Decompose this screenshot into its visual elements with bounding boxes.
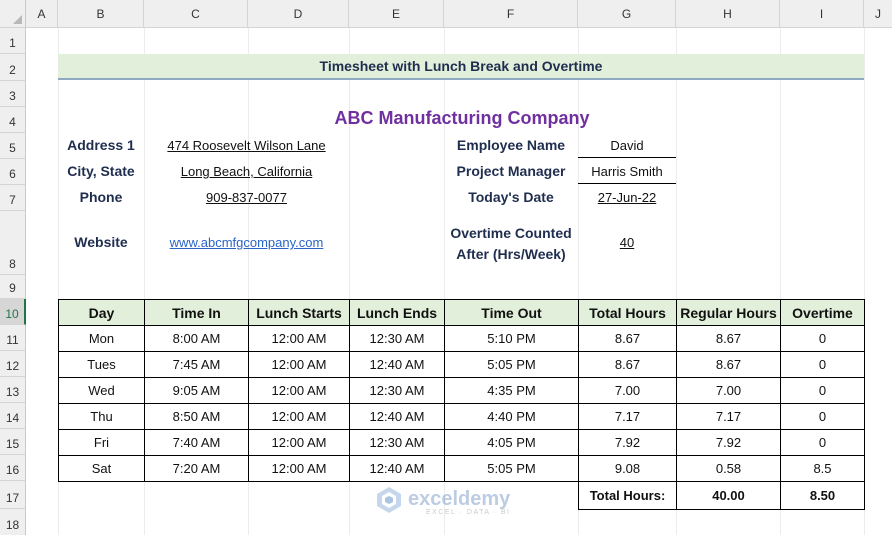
header-time-in[interactable]: Time In: [145, 300, 249, 326]
date-text: 27-Jun-22: [597, 190, 657, 205]
website-label: Website: [74, 234, 128, 250]
column-header-h[interactable]: H: [676, 0, 780, 28]
manager-label: Project Manager: [456, 163, 566, 179]
column-header-b[interactable]: B: [58, 0, 144, 28]
timesheet-table: [58, 299, 865, 510]
city-text: Long Beach, California: [180, 164, 313, 179]
cell-lunch-starts[interactable]: 12:00 AM: [249, 456, 350, 482]
row-header-2[interactable]: 2: [0, 54, 26, 81]
cell-time-in[interactable]: 7:20 AM: [145, 456, 249, 482]
column-header-a[interactable]: A: [26, 0, 58, 28]
row-header-10[interactable]: 10: [0, 299, 26, 325]
row-header-13[interactable]: 13: [0, 377, 26, 403]
phone-value[interactable]: [144, 190, 349, 205]
address-label: Address 1: [67, 137, 135, 153]
cell-lunch-ends[interactable]: 12:40 AM: [350, 352, 445, 378]
column-header-g[interactable]: G: [578, 0, 676, 28]
cell-lunch-ends[interactable]: 12:30 AM: [350, 430, 445, 456]
cell-time-out[interactable]: 5:10 PM: [445, 326, 579, 352]
watermark-name: exceldemy: [408, 488, 511, 510]
cell-day[interactable]: Wed: [59, 378, 145, 404]
cell-lunch-ends[interactable]: 12:40 AM: [350, 456, 445, 482]
table-row: [59, 456, 865, 482]
cell-regular-hours[interactable]: 0.58: [677, 456, 781, 482]
cell-day[interactable]: Fri: [59, 430, 145, 456]
cell-overtime[interactable]: 0: [781, 352, 865, 378]
row-header-18[interactable]: 18: [0, 509, 26, 535]
totals-overtime[interactable]: 8.50: [781, 482, 865, 510]
row-header-4[interactable]: 4: [0, 107, 26, 133]
row-header-12[interactable]: 12: [0, 351, 26, 377]
overtime-label-line-1: Overtime Counted: [450, 225, 572, 241]
address-text: 474 Roosevelt Wilson Lane: [167, 138, 326, 153]
row-header-17[interactable]: 17: [0, 481, 26, 509]
cell-time-out[interactable]: 5:05 PM: [445, 352, 579, 378]
overtime-threshold-text: 40: [619, 235, 635, 250]
header-lunch-starts[interactable]: Lunch Starts: [249, 300, 350, 326]
row-header-15[interactable]: 15: [0, 429, 26, 455]
overtime-label-line-2: After (Hrs/Week): [456, 246, 566, 262]
cell-overtime[interactable]: 0: [781, 378, 865, 404]
cell-time-out[interactable]: 4:05 PM: [445, 430, 579, 456]
row-header-11[interactable]: 11: [0, 325, 26, 351]
cell-total-hours[interactable]: 7.92: [579, 430, 677, 456]
cell-lunch-starts[interactable]: 12:00 AM: [249, 430, 350, 456]
cell-regular-hours[interactable]: 8.67: [677, 352, 781, 378]
header-overtime[interactable]: Overtime: [781, 300, 865, 326]
website-link[interactable]: www.abcmfgcompany.com: [169, 235, 324, 250]
cell-lunch-starts[interactable]: 12:00 AM: [249, 326, 350, 352]
header-time-out[interactable]: Time Out: [445, 300, 579, 326]
row-header-9[interactable]: 9: [0, 275, 26, 299]
totals-regular-hours[interactable]: 40.00: [677, 482, 781, 510]
employee-label: Employee Name: [456, 137, 566, 153]
cell-lunch-starts[interactable]: 12:00 AM: [249, 404, 350, 430]
cell-regular-hours[interactable]: 7.17: [677, 404, 781, 430]
row-header-3[interactable]: 3: [0, 81, 26, 107]
cell-time-in[interactable]: 8:50 AM: [145, 404, 249, 430]
table-row: [59, 352, 865, 378]
cell-overtime[interactable]: 0: [781, 404, 865, 430]
cell-total-hours[interactable]: 7.17: [579, 404, 677, 430]
cell-overtime[interactable]: 0: [781, 430, 865, 456]
row-header-16[interactable]: 16: [0, 455, 26, 481]
cell-regular-hours[interactable]: 7.92: [677, 430, 781, 456]
cell-lunch-starts[interactable]: 12:00 AM: [249, 378, 350, 404]
cell-time-out[interactable]: 5:05 PM: [445, 456, 579, 482]
date-value[interactable]: [578, 190, 676, 205]
city-value[interactable]: [144, 164, 349, 179]
watermark: [376, 486, 511, 519]
cell-overtime[interactable]: 0: [781, 326, 865, 352]
cell-total-hours[interactable]: 9.08: [579, 456, 677, 482]
totals-label[interactable]: Total Hours:: [579, 482, 677, 510]
row-header-14[interactable]: 14: [0, 403, 26, 429]
phone-label: Phone: [79, 189, 123, 205]
column-header-d[interactable]: D: [248, 0, 349, 28]
website-cell[interactable]: [144, 234, 349, 252]
table-row: [59, 430, 865, 456]
company-name: ABC Manufacturing Company: [334, 108, 590, 128]
table-header-row: [59, 300, 865, 326]
cell-day[interactable]: Mon: [59, 326, 145, 352]
cell-day[interactable]: Tues: [59, 352, 145, 378]
row-header-6[interactable]: 6: [0, 159, 26, 185]
title-banner: Timesheet with Lunch Break and Overtime: [58, 54, 864, 80]
date-label: Today's Date: [468, 189, 554, 205]
cell-time-in[interactable]: 7:40 AM: [145, 430, 249, 456]
column-header-c[interactable]: C: [144, 0, 248, 28]
cell-time-in[interactable]: 8:00 AM: [145, 326, 249, 352]
row-header-8[interactable]: 8: [0, 211, 26, 275]
row-header-7[interactable]: 7: [0, 185, 26, 211]
cell-total-hours[interactable]: 8.67: [579, 326, 677, 352]
cell-time-out[interactable]: 4:35 PM: [445, 378, 579, 404]
table-row: [59, 378, 865, 404]
cell-regular-hours[interactable]: 7.00: [677, 378, 781, 404]
manager-value[interactable]: Harris Smith: [578, 164, 676, 184]
column-header-f[interactable]: F: [444, 0, 578, 28]
cell-overtime[interactable]: 8.5: [781, 456, 865, 482]
table-row: [59, 404, 865, 430]
cell-time-out[interactable]: 4:40 PM: [445, 404, 579, 430]
employee-value[interactable]: David: [578, 138, 676, 158]
overtime-threshold-value[interactable]: [578, 235, 676, 250]
watermark-tagline: EXCEL · DATA · BI: [426, 509, 511, 516]
cell-day[interactable]: Sat: [59, 456, 145, 482]
cell-regular-hours[interactable]: 8.67: [677, 326, 781, 352]
table-row: [59, 326, 865, 352]
cell-lunch-ends[interactable]: 12:40 AM: [350, 404, 445, 430]
cell-total-hours[interactable]: 7.00: [579, 378, 677, 404]
cell-lunch-ends[interactable]: 12:30 AM: [350, 378, 445, 404]
header-regular-hours[interactable]: Regular Hours: [677, 300, 781, 326]
row-header-5[interactable]: 5: [0, 133, 26, 159]
address-value[interactable]: [144, 138, 349, 153]
header-day[interactable]: Day: [59, 300, 145, 326]
cell-time-in[interactable]: 9:05 AM: [145, 378, 249, 404]
cell-total-hours[interactable]: 8.67: [579, 352, 677, 378]
header-total-hours[interactable]: Total Hours: [579, 300, 677, 326]
row-header-1[interactable]: 1: [0, 28, 26, 54]
cell-time-in[interactable]: 7:45 AM: [145, 352, 249, 378]
column-header-i[interactable]: I: [780, 0, 864, 28]
cell-day[interactable]: Thu: [59, 404, 145, 430]
cell-lunch-ends[interactable]: 12:30 AM: [350, 326, 445, 352]
phone-text: 909-837-0077: [206, 190, 287, 205]
cell-lunch-starts[interactable]: 12:00 AM: [249, 352, 350, 378]
select-all-corner[interactable]: [0, 0, 26, 28]
exceldemy-logo-icon: [376, 486, 402, 519]
column-header-e[interactable]: E: [349, 0, 444, 28]
city-label: City, State: [67, 163, 135, 179]
column-header-j[interactable]: J: [864, 0, 892, 28]
header-lunch-ends[interactable]: Lunch Ends: [350, 300, 445, 326]
overtime-threshold-label: [430, 223, 592, 265]
